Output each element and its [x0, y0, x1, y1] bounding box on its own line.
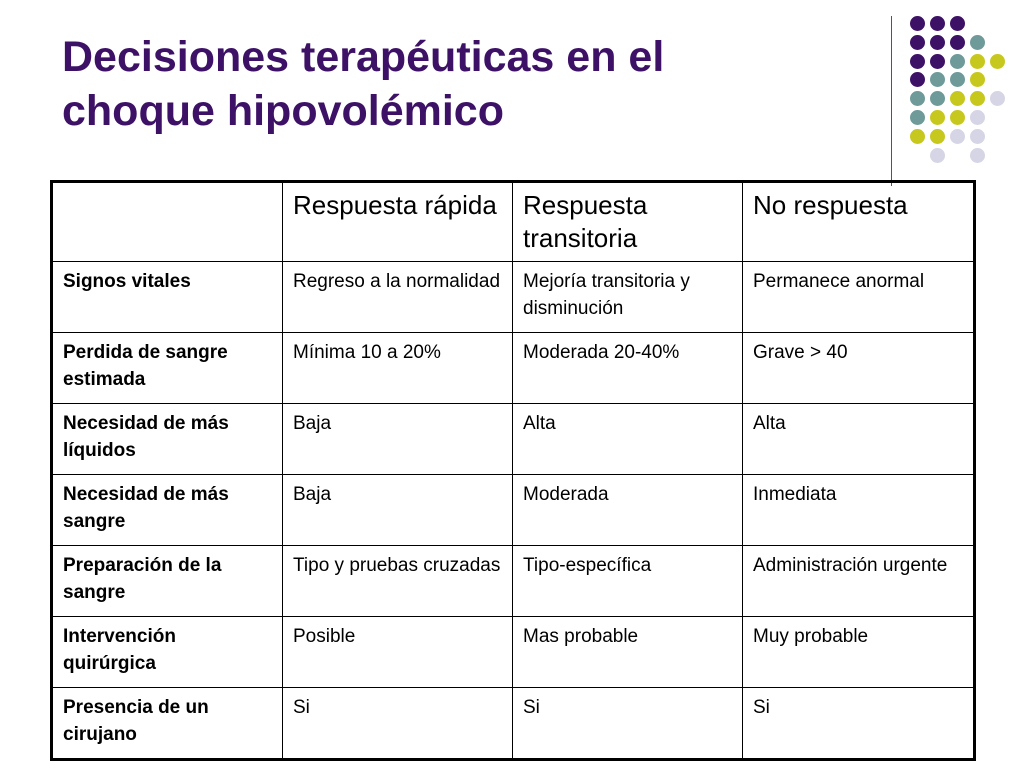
decorative-dot — [930, 16, 945, 31]
table-cell: Mas probable — [513, 617, 743, 688]
decorative-dot — [930, 91, 945, 106]
table-cell: Administración urgente — [743, 546, 975, 617]
table-cell: Si — [513, 688, 743, 760]
therapy-decision-table — [50, 180, 976, 761]
decorative-dot — [970, 35, 985, 50]
table-cell: Si — [283, 688, 513, 760]
table-cell: Permanece anormal — [743, 262, 975, 333]
decorative-dot — [910, 16, 925, 31]
row-label: Necesidad de más sangre — [52, 475, 283, 546]
row-label: Presencia de un cirujano — [52, 688, 283, 760]
row-label: Preparación de la sangre — [52, 546, 283, 617]
decorative-dot — [970, 72, 985, 87]
row-label: Signos vitales — [52, 262, 283, 333]
slide-title-line-1: Decisiones terapéuticas en el — [62, 33, 665, 81]
table-cell: Moderada — [513, 475, 743, 546]
decorative-dot — [910, 54, 925, 69]
decorative-dot — [990, 54, 1005, 69]
decorative-dot — [910, 91, 925, 106]
header-cell-transient-response: Respuesta transitoria — [513, 182, 743, 262]
row-label: Necesidad de más líquidos — [52, 404, 283, 475]
decorative-dot — [930, 129, 945, 144]
table-cell: Posible — [283, 617, 513, 688]
decorative-dot — [930, 72, 945, 87]
decorative-dot — [950, 35, 965, 50]
table-row — [52, 475, 975, 546]
table-cell: Mejoría transitoria y disminución — [513, 262, 743, 333]
decorative-dot — [930, 148, 945, 163]
decorative-dot — [950, 72, 965, 87]
decorative-dot — [990, 91, 1005, 106]
table-row — [52, 546, 975, 617]
table-cell: Muy probable — [743, 617, 975, 688]
table-cell: Regreso a la normalidad — [283, 262, 513, 333]
table-cell: Tipo y pruebas cruzadas — [283, 546, 513, 617]
table-cell: Grave > 40 — [743, 333, 975, 404]
header-cell-empty — [52, 182, 283, 262]
decorative-dot — [970, 91, 985, 106]
decorative-dot — [950, 91, 965, 106]
decorative-dot — [950, 54, 965, 69]
decorative-dot — [970, 110, 985, 125]
row-label: Intervención quirúrgica — [52, 617, 283, 688]
table-row — [52, 404, 975, 475]
header-cell-rapid-response: Respuesta rápida — [283, 182, 513, 262]
decorative-dot — [950, 110, 965, 125]
table-cell: Moderada 20-40% — [513, 333, 743, 404]
slide-title-line-2: choque hipovolémico — [62, 87, 504, 135]
table-header-row — [52, 182, 975, 262]
table-cell: Baja — [283, 475, 513, 546]
decorative-dot — [910, 129, 925, 144]
decorative-dot — [950, 129, 965, 144]
table-cell: Alta — [743, 404, 975, 475]
decorative-dot — [970, 129, 985, 144]
table-cell: Alta — [513, 404, 743, 475]
table-row — [52, 333, 975, 404]
table-cell: Mínima 10 a 20% — [283, 333, 513, 404]
table-cell: Inmediata — [743, 475, 975, 546]
table-row — [52, 688, 975, 760]
decorative-dot — [970, 148, 985, 163]
decorative-dot — [910, 72, 925, 87]
table-cell: Baja — [283, 404, 513, 475]
decorative-divider-line — [891, 16, 892, 186]
slide-title — [62, 30, 862, 138]
table-cell: Tipo-específica — [513, 546, 743, 617]
decorative-dot — [930, 110, 945, 125]
decorative-dot — [930, 54, 945, 69]
decorative-dot — [910, 110, 925, 125]
header-cell-no-response: No respuesta — [743, 182, 975, 262]
table-row — [52, 617, 975, 688]
table-row — [52, 262, 975, 333]
decorative-dot — [970, 54, 985, 69]
decorative-dot — [910, 35, 925, 50]
decorative-dot — [950, 16, 965, 31]
table-cell: Si — [743, 688, 975, 760]
row-label: Perdida de sangre estimada — [52, 333, 283, 404]
decorative-dot — [930, 35, 945, 50]
